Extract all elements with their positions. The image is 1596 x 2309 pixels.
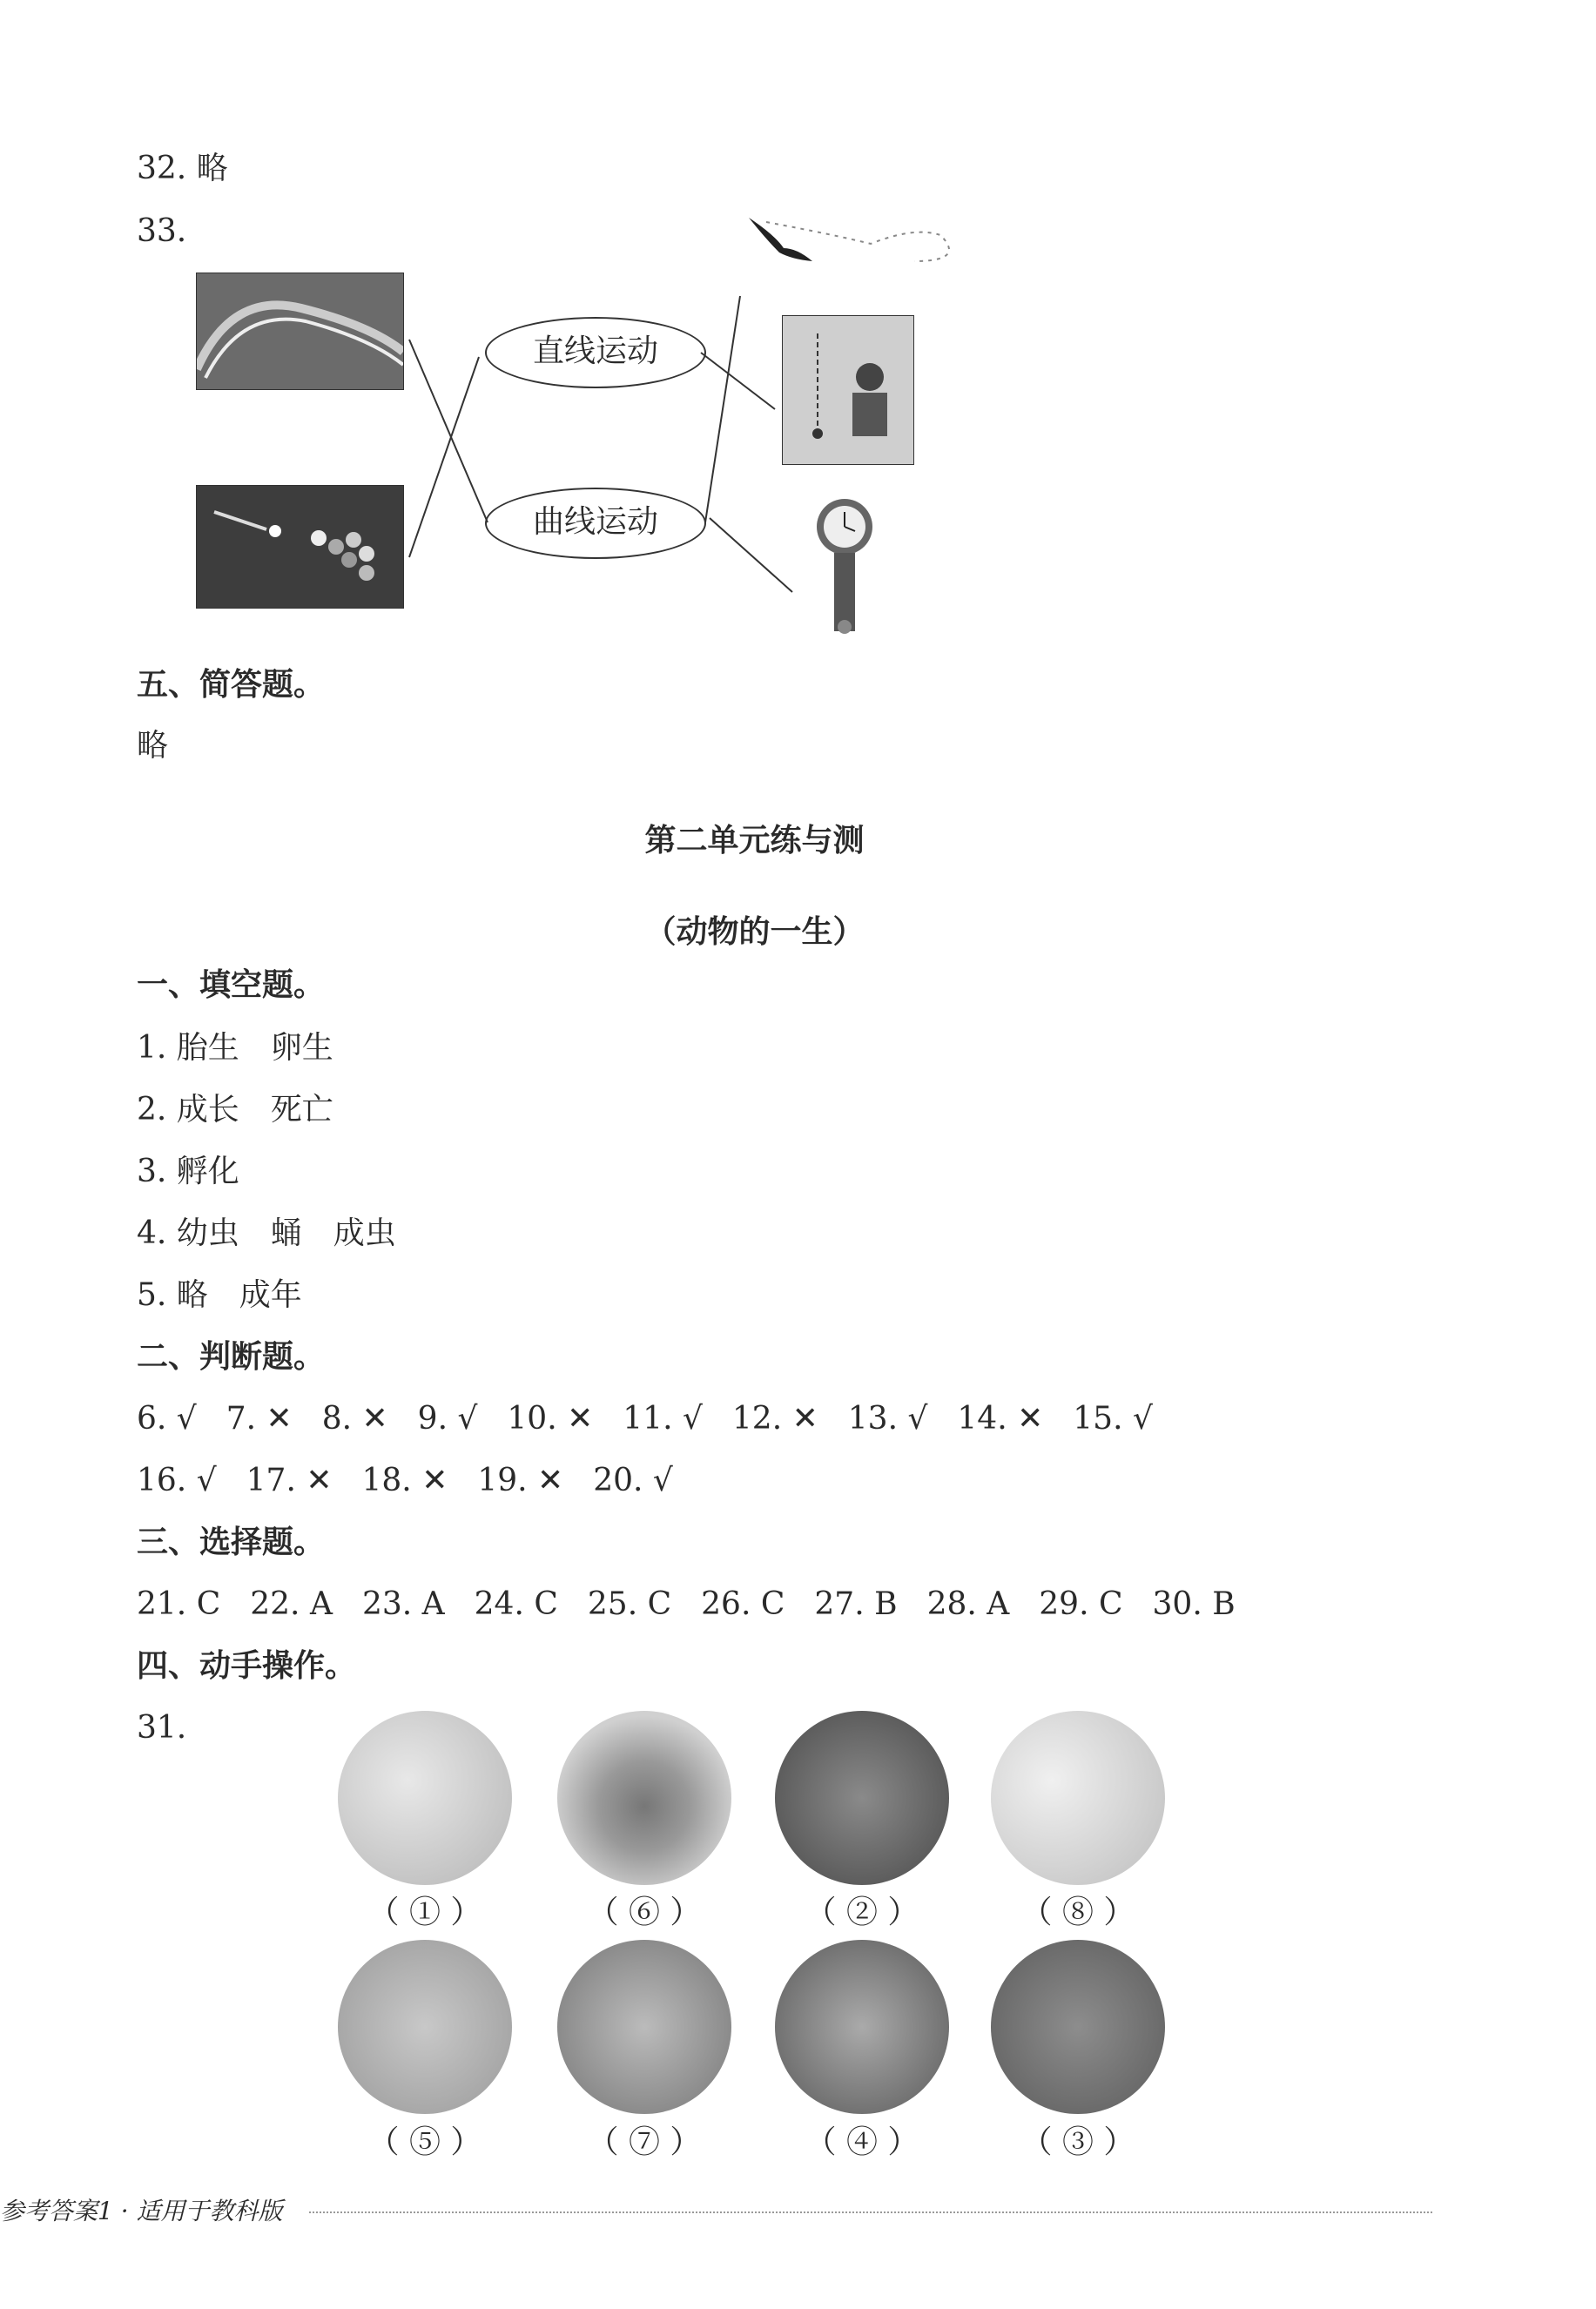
judge-row-2 xyxy=(137,1462,703,1500)
judge-answer: 8. ✕ xyxy=(321,1401,388,1437)
judge-answer: 9. √ xyxy=(417,1401,478,1437)
young-larvae-photo xyxy=(991,1940,1165,2114)
choice-answer: 30. B xyxy=(1152,1586,1236,1622)
footer-divider xyxy=(309,2211,1432,2213)
judge-answer: 19. ✕ xyxy=(477,1463,564,1498)
moth-emerging-photo xyxy=(557,1940,731,2114)
judge-answer: 18. ✕ xyxy=(361,1463,448,1498)
silkworm-spinning-photo xyxy=(775,1940,949,2114)
moth-laying-eggs-photo xyxy=(991,1711,1165,1885)
billiards-photo xyxy=(196,485,404,609)
choice-answer: 27. B xyxy=(814,1586,898,1622)
order-label: （ ⑦ ） xyxy=(587,2124,702,2160)
judge-answer: 10. ✕ xyxy=(507,1401,594,1437)
unit2-title: 第二单元练与测 xyxy=(644,823,865,858)
section5-answer: 略 xyxy=(137,728,169,764)
judge-answer: 14. ✕ xyxy=(957,1401,1044,1437)
ellipse-straight-motion: 直线运动 xyxy=(485,317,706,388)
choice-answer: 23. A xyxy=(361,1586,445,1622)
judge-answer: 13. √ xyxy=(847,1401,928,1437)
section2-title: 二、判断题。 xyxy=(137,1339,326,1375)
judge-answer: 15. √ xyxy=(1073,1401,1153,1437)
choice-answer: 29. C xyxy=(1039,1586,1123,1622)
choice-row xyxy=(137,1585,1265,1624)
pendulum-clock-icon xyxy=(810,496,879,644)
order-label: （ ④ ） xyxy=(805,2124,919,2160)
eggs-photo xyxy=(338,1711,512,1885)
ellipse-curve-motion: 曲线运动 xyxy=(485,488,706,559)
order-label: （ ⑤ ） xyxy=(367,2124,482,2160)
choice-answer: 24. C xyxy=(474,1586,558,1622)
fill-answer-4: 4. 幼虫 蛹 成虫 xyxy=(137,1215,396,1251)
page-footer: 参考答案1 · 适用于教科版 xyxy=(0,2197,283,2225)
roller-coaster-photo xyxy=(196,273,404,390)
unit2-subtitle: （动物的一生） xyxy=(644,914,865,950)
choice-answer: 25. C xyxy=(587,1586,672,1622)
choice-answer: 26. C xyxy=(701,1586,785,1622)
judge-answer: 11. √ xyxy=(623,1401,703,1437)
judge-answer: 20. √ xyxy=(593,1463,673,1498)
q32-answer: 32. 略 xyxy=(137,151,228,186)
order-label: （ ③ ） xyxy=(1020,2124,1135,2160)
judge-answer: 7. ✕ xyxy=(226,1401,293,1437)
fill-answer-5: 5. 略 成年 xyxy=(137,1277,302,1313)
larvae-on-leaf-photo xyxy=(775,1711,949,1885)
fill-answer-3: 3. 孵化 xyxy=(137,1154,239,1189)
swing-photo xyxy=(782,315,914,465)
judge-answer: 17. ✕ xyxy=(246,1463,333,1498)
choice-answer: 22. A xyxy=(250,1586,333,1622)
order-label: （ ① ） xyxy=(367,1895,482,1930)
eagle-icon xyxy=(744,209,814,270)
section4-title: 四、动手操作。 xyxy=(137,1648,357,1684)
section3-title: 三、选择题。 xyxy=(137,1525,326,1560)
section5-title: 五、简答题。 xyxy=(137,667,326,703)
fill-answer-1: 1. 胎生 卵生 xyxy=(137,1030,333,1066)
choice-answer: 28. A xyxy=(926,1586,1010,1622)
judge-answer: 16. √ xyxy=(137,1463,217,1498)
cocoon-photo xyxy=(338,1940,512,2114)
fill-answer-2: 2. 成长 死亡 xyxy=(137,1092,333,1128)
judge-answer: 6. √ xyxy=(137,1401,197,1437)
section1-title: 一、填空题。 xyxy=(137,967,326,1003)
choice-answer: 21. C xyxy=(137,1586,221,1622)
pupa-in-cocoon-photo xyxy=(557,1711,731,1885)
order-label: （ ② ） xyxy=(805,1895,919,1930)
order-label: （ ⑥ ） xyxy=(587,1895,702,1930)
order-label: （ ⑧ ） xyxy=(1020,1895,1135,1930)
q33-label: 33. xyxy=(137,213,187,249)
judge-row-1 xyxy=(137,1400,1182,1438)
judge-answer: 12. ✕ xyxy=(731,1401,818,1437)
q31-label: 31. xyxy=(137,1710,187,1746)
